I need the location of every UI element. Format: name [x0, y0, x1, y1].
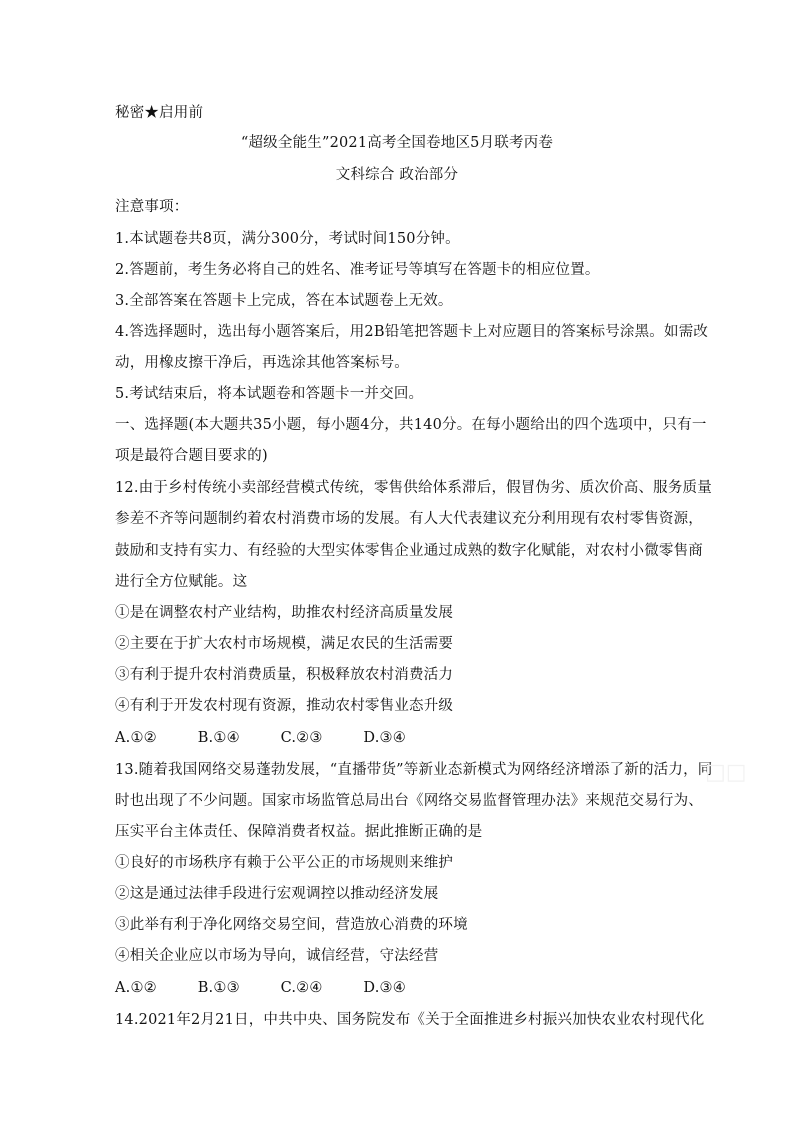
q13-options [115, 978, 442, 998]
q13-option-d: D.③④ [363, 980, 406, 996]
exam-subtitle: 文科综合 政治部分 [335, 167, 459, 183]
note-item: 5.考试结束后，将本试题卷和答题卡一并交回。 [115, 386, 424, 402]
secret-label: 秘密★启用前 [115, 105, 204, 121]
note-item: 3.全部答案在答题卡上完成，答在本试题卷上无效。 [115, 293, 453, 309]
section-heading: 一、选择题(本大题共35小题，每小题4分，共140分。在每小题给出的四个选项中，只有一 [115, 417, 707, 433]
q12-statement: ③有利于提升农村消费质量，积极释放农村消费活力 [115, 667, 454, 683]
q12-statement: ①是在调整农村产业结构，助推农村经济高质量发展 [115, 605, 454, 621]
q13-stem-line: 13.随着我国网络交易蓬勃发展，“直播带货”等新业态新模式为网络经济增添了新的活力，同 [115, 762, 713, 778]
q12-stem-line: 鼓励和支持有实力、有经验的大型实体零售企业通过成熟的数字化赋能，对农村小微零售商 [115, 543, 703, 559]
q13-stem-line: 压实平台主体责任、保障消费者权益。据此推断正确的是 [115, 824, 483, 840]
q12-option-a: A.①② [115, 730, 157, 746]
q13-statement: ②这是通过法律手段进行宏观调控以推动经济发展 [115, 886, 439, 902]
q13-statement: ③此举有利于净化网络交易空间，营造放心消费的环境 [115, 917, 468, 933]
q13-statement: ④相关企业应以市场为导向，诚信经营，守法经营 [115, 948, 439, 964]
q12-options [115, 728, 442, 748]
q12-statement: ④有利于开发农村现有资源，推动农村零售业态升级 [115, 698, 454, 714]
note-item: 2.答题前，考生务必将自己的姓名、准考证号等填写在答题卡的相应位置。 [115, 262, 600, 278]
q12-option-d: D.③④ [363, 730, 406, 746]
note-item: 动，用橡皮擦干净后，再选涂其他答案标号。 [115, 355, 409, 371]
q12-statement: ②主要在于扩大农村市场规模，满足农民的生活需要 [115, 636, 454, 652]
q13-statement: ①良好的市场秩序有赖于公平公正的市场规则来维护 [115, 855, 454, 871]
q12-option-b: B.①④ [197, 730, 240, 746]
q12-option-c: C.②③ [280, 730, 323, 746]
section-heading-cont: 项是最符合题目要求的) [115, 448, 268, 464]
faint-watermark: □□ [705, 760, 747, 785]
note-item: 1.本试题卷共8页，满分300分，考试时间150分钟。 [115, 231, 460, 247]
q14-stem-line: 14.2021年2月21日，中共中央、国务院发布《关于全面推进乡村振兴加快农业农村现代化 [115, 1012, 705, 1028]
q12-stem-line: 参差不齐等问题制约着农村消费市场的发展。有人大代表建议充分利用现有农村零售资源， [115, 511, 703, 527]
q13-stem-line: 时也出现了不少问题。国家市场监管总局出台《网络交易监督管理办法》来规范交易行为、 [115, 793, 703, 809]
exam-title: “超级全能生”2021高考全国卷地区5月联考丙卷 [240, 135, 554, 151]
notes-heading: 注意事项： [115, 199, 189, 215]
q12-stem-line: 12.由于乡村传统小卖部经营模式传统，零售供给体系滞后，假冒伪劣、质次价高、服务质量 [115, 480, 712, 496]
q12-stem-line: 进行全方位赋能。这 [115, 574, 248, 590]
note-item: 4.答选择题时，选出每小题答案后，用2B铅笔把答题卡上对应题目的答案标号涂黑。如需改 [115, 324, 709, 340]
q13-option-c: C.②④ [280, 980, 323, 996]
q13-option-b: B.①③ [197, 980, 240, 996]
q13-option-a: A.①② [115, 980, 157, 996]
